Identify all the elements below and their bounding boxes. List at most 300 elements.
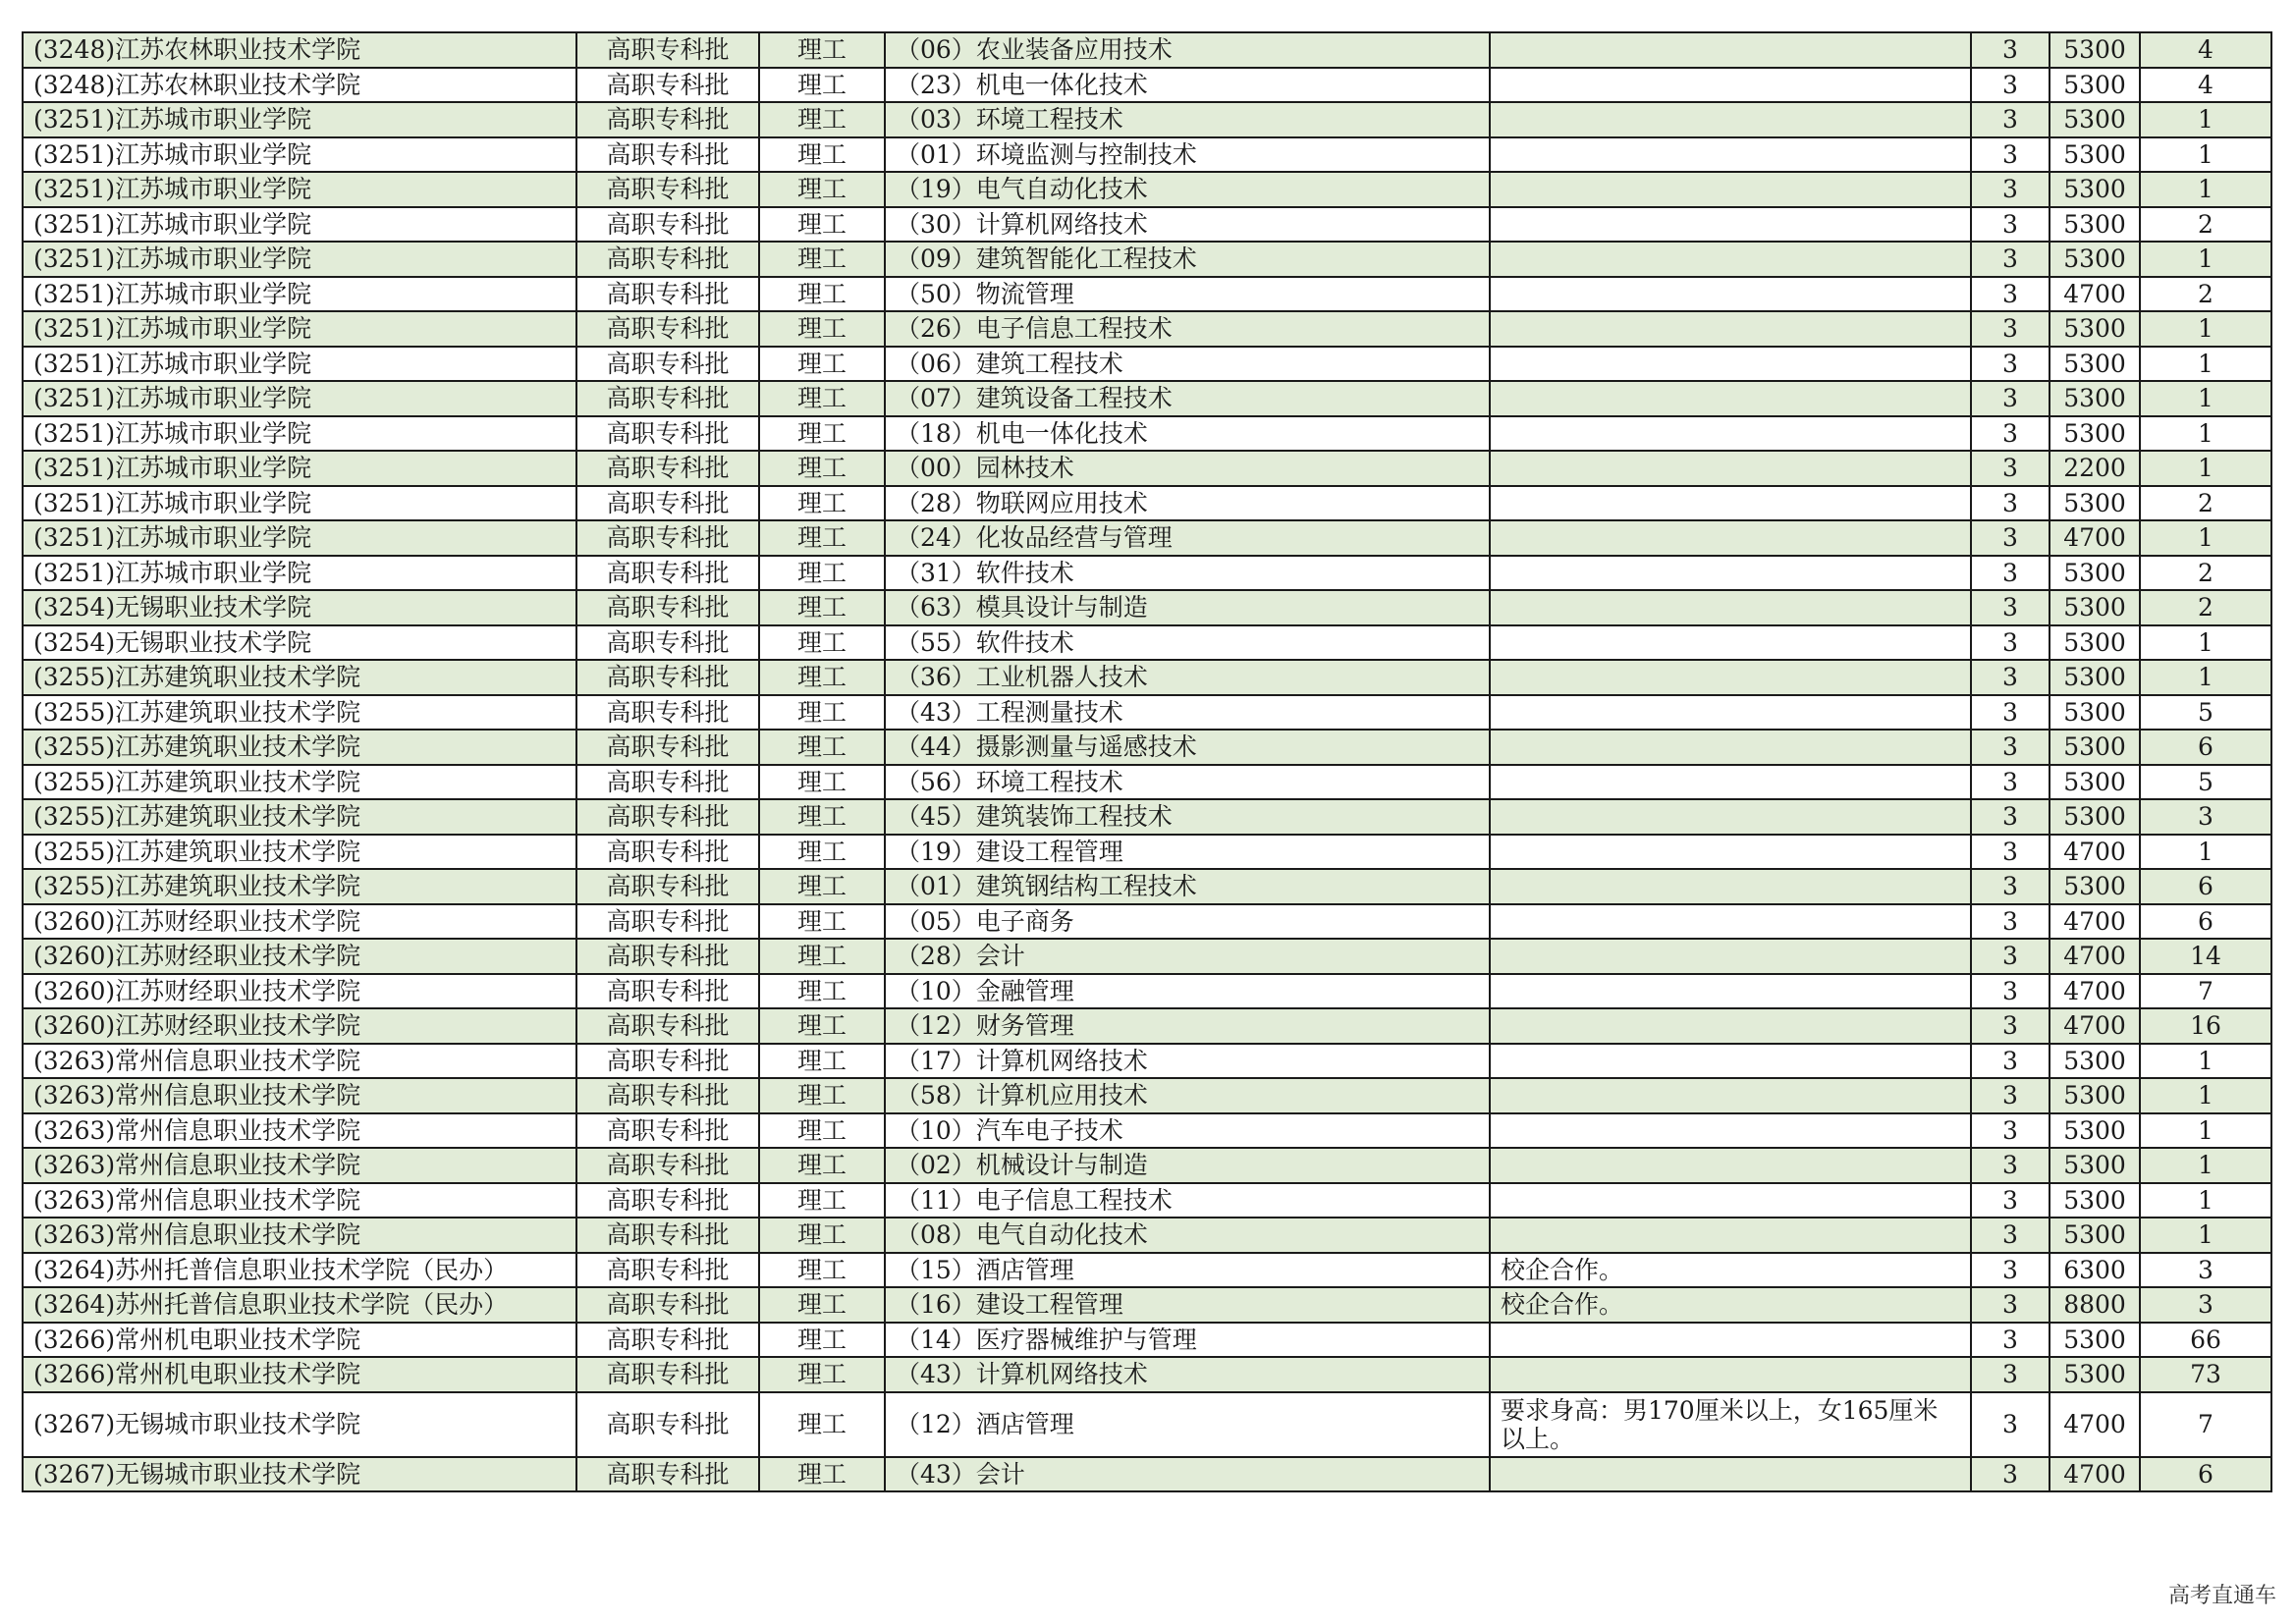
table-row [23,207,2271,243]
table-row [23,68,2271,103]
years-cell: 3 [1971,172,2050,207]
batch-cell: 高职专科批 [576,1008,759,1044]
count-cell: 4 [2140,68,2271,103]
major-cell: （18）机电一体化技术 [885,416,1490,452]
years-cell: 3 [1971,68,2050,103]
school-cell: (3254)无锡职业技术学院 [23,590,576,625]
tuition-cell: 5300 [2050,207,2140,243]
count-cell: 16 [2140,1008,2271,1044]
count-cell: 5 [2140,765,2271,800]
note-cell [1490,1323,1971,1358]
count-cell: 6 [2140,1457,2271,1492]
tuition-cell: 4700 [2050,904,2140,940]
batch-cell: 高职专科批 [576,660,759,695]
batch-cell: 高职专科批 [576,1113,759,1149]
table-row [23,416,2271,452]
batch-cell: 高职专科批 [576,1044,759,1079]
category-cell: 理工 [759,68,885,103]
major-cell: （43）工程测量技术 [885,695,1490,731]
tuition-cell: 5300 [2050,32,2140,68]
note-cell [1490,1357,1971,1392]
table-row [23,520,2271,556]
tuition-cell: 5300 [2050,1148,2140,1183]
major-cell: （50）物流管理 [885,277,1490,312]
table-row [23,486,2271,521]
major-cell: （17）计算机网络技术 [885,1044,1490,1079]
major-cell: （45）建筑装饰工程技术 [885,799,1490,835]
count-cell: 6 [2140,904,2271,940]
tuition-cell: 5300 [2050,416,2140,452]
count-cell: 1 [2140,311,2271,347]
years-cell: 3 [1971,242,2050,277]
school-cell: (3251)江苏城市职业学院 [23,242,576,277]
tuition-cell: 5300 [2050,381,2140,416]
major-cell: （07）建筑设备工程技术 [885,381,1490,416]
batch-cell: 高职专科批 [576,416,759,452]
count-cell: 1 [2140,137,2271,173]
note-cell: 校企合作。 [1490,1287,1971,1323]
years-cell: 3 [1971,486,2050,521]
major-cell: （23）机电一体化技术 [885,68,1490,103]
years-cell: 3 [1971,1392,2050,1457]
category-cell: 理工 [759,799,885,835]
category-cell: 理工 [759,311,885,347]
table-row [23,1457,2271,1492]
count-cell: 4 [2140,32,2271,68]
tuition-cell: 5300 [2050,1044,2140,1079]
tuition-cell: 5300 [2050,799,2140,835]
category-cell: 理工 [759,32,885,68]
batch-cell: 高职专科批 [576,68,759,103]
school-cell: (3251)江苏城市职业学院 [23,172,576,207]
batch-cell: 高职专科批 [576,765,759,800]
tuition-cell: 5300 [2050,695,2140,731]
table-row [23,1044,2271,1079]
batch-cell: 高职专科批 [576,311,759,347]
table-row [23,1323,2271,1358]
school-cell: (3260)江苏财经职业技术学院 [23,974,576,1009]
note-cell [1490,730,1971,765]
school-cell: (3251)江苏城市职业学院 [23,277,576,312]
category-cell: 理工 [759,1008,885,1044]
years-cell: 3 [1971,102,2050,137]
school-cell: (3251)江苏城市职业学院 [23,207,576,243]
category-cell: 理工 [759,1148,885,1183]
count-cell: 2 [2140,486,2271,521]
table-row [23,242,2271,277]
batch-cell: 高职专科批 [576,904,759,940]
count-cell: 1 [2140,520,2271,556]
category-cell: 理工 [759,590,885,625]
table-body [23,32,2271,1491]
table-row [23,32,2271,68]
major-cell: （01）建筑钢结构工程技术 [885,869,1490,904]
table-row [23,1113,2271,1149]
major-cell: （44）摄影测量与遥感技术 [885,730,1490,765]
table-row [23,1008,2271,1044]
years-cell: 3 [1971,835,2050,870]
table-row [23,590,2271,625]
category-cell: 理工 [759,277,885,312]
table-row [23,1357,2271,1392]
note-cell [1490,939,1971,974]
note-cell [1490,1183,1971,1218]
note-cell [1490,904,1971,940]
note-cell [1490,1044,1971,1079]
table-row [23,381,2271,416]
note-cell [1490,1113,1971,1149]
batch-cell: 高职专科批 [576,590,759,625]
note-cell [1490,765,1971,800]
years-cell: 3 [1971,520,2050,556]
category-cell: 理工 [759,765,885,800]
major-cell: （01）环境监测与控制技术 [885,137,1490,173]
school-cell: (3255)江苏建筑职业技术学院 [23,695,576,731]
school-cell: (3251)江苏城市职业学院 [23,416,576,452]
tuition-cell: 6300 [2050,1253,2140,1288]
note-cell [1490,974,1971,1009]
years-cell: 3 [1971,1457,2050,1492]
note-cell [1490,660,1971,695]
batch-cell: 高职专科批 [576,207,759,243]
category-cell: 理工 [759,1253,885,1288]
school-cell: (3266)常州机电职业技术学院 [23,1357,576,1392]
category-cell: 理工 [759,451,885,486]
table-row [23,730,2271,765]
count-cell: 66 [2140,1323,2271,1358]
note-cell [1490,32,1971,68]
major-cell: （06）建筑工程技术 [885,347,1490,382]
major-cell: （28）会计 [885,939,1490,974]
table-row [23,102,2271,137]
tuition-cell: 5300 [2050,1113,2140,1149]
school-cell: (3251)江苏城市职业学院 [23,347,576,382]
years-cell: 3 [1971,904,2050,940]
note-cell [1490,207,1971,243]
school-cell: (3264)苏州托普信息职业技术学院（民办） [23,1253,576,1288]
category-cell: 理工 [759,416,885,452]
table-row [23,799,2271,835]
major-cell: （19）建设工程管理 [885,835,1490,870]
school-cell: (3255)江苏建筑职业技术学院 [23,730,576,765]
category-cell: 理工 [759,695,885,731]
batch-cell: 高职专科批 [576,1078,759,1113]
count-cell: 1 [2140,835,2271,870]
count-cell: 2 [2140,277,2271,312]
tuition-cell: 5300 [2050,102,2140,137]
batch-cell: 高职专科批 [576,799,759,835]
table-row [23,939,2271,974]
school-cell: (3255)江苏建筑职业技术学院 [23,799,576,835]
years-cell: 3 [1971,660,2050,695]
years-cell: 3 [1971,137,2050,173]
table-row [23,1183,2271,1218]
category-cell: 理工 [759,730,885,765]
count-cell: 1 [2140,1113,2271,1149]
note-cell [1490,869,1971,904]
count-cell: 1 [2140,172,2271,207]
tuition-cell: 5300 [2050,137,2140,173]
count-cell: 1 [2140,347,2271,382]
school-cell: (3260)江苏财经职业技术学院 [23,939,576,974]
years-cell: 3 [1971,1323,2050,1358]
school-cell: (3263)常州信息职业技术学院 [23,1183,576,1218]
batch-cell: 高职专科批 [576,1357,759,1392]
tuition-cell: 5300 [2050,347,2140,382]
tuition-cell: 4700 [2050,1392,2140,1457]
years-cell: 3 [1971,32,2050,68]
count-cell: 1 [2140,242,2271,277]
batch-cell: 高职专科批 [576,730,759,765]
table-row [23,695,2271,731]
major-cell: （24）化妆品经营与管理 [885,520,1490,556]
category-cell: 理工 [759,207,885,243]
category-cell: 理工 [759,1078,885,1113]
school-cell: (3266)常州机电职业技术学院 [23,1323,576,1358]
category-cell: 理工 [759,556,885,591]
count-cell: 2 [2140,207,2271,243]
tuition-cell: 8800 [2050,1287,2140,1323]
tuition-cell: 4700 [2050,277,2140,312]
batch-cell: 高职专科批 [576,32,759,68]
years-cell: 3 [1971,730,2050,765]
table-row [23,1287,2271,1323]
batch-cell: 高职专科批 [576,137,759,173]
years-cell: 3 [1971,207,2050,243]
count-cell: 3 [2140,799,2271,835]
table-row [23,974,2271,1009]
school-cell: (3251)江苏城市职业学院 [23,520,576,556]
years-cell: 3 [1971,1253,2050,1288]
school-cell: (3260)江苏财经职业技术学院 [23,904,576,940]
batch-cell: 高职专科批 [576,869,759,904]
category-cell: 理工 [759,347,885,382]
batch-cell: 高职专科批 [576,347,759,382]
count-cell: 2 [2140,590,2271,625]
category-cell: 理工 [759,172,885,207]
note-cell [1490,1078,1971,1113]
category-cell: 理工 [759,660,885,695]
note-cell [1490,277,1971,312]
tuition-cell: 4700 [2050,520,2140,556]
category-cell: 理工 [759,486,885,521]
major-cell: （00）园林技术 [885,451,1490,486]
school-cell: (3248)江苏农林职业技术学院 [23,32,576,68]
category-cell: 理工 [759,1218,885,1253]
years-cell: 3 [1971,1218,2050,1253]
school-cell: (3263)常州信息职业技术学院 [23,1078,576,1113]
major-cell: （31）软件技术 [885,556,1490,591]
table-row [23,1218,2271,1253]
category-cell: 理工 [759,1357,885,1392]
count-cell: 1 [2140,451,2271,486]
table-row [23,904,2271,940]
major-cell: （08）电气自动化技术 [885,1218,1490,1253]
batch-cell: 高职专科批 [576,1287,759,1323]
note-cell [1490,137,1971,173]
count-cell: 1 [2140,1148,2271,1183]
table-row [23,1392,2271,1457]
count-cell: 1 [2140,381,2271,416]
note-cell [1490,590,1971,625]
table-row [23,1253,2271,1288]
note-cell [1490,625,1971,661]
batch-cell: 高职专科批 [576,520,759,556]
school-cell: (3263)常州信息职业技术学院 [23,1218,576,1253]
category-cell: 理工 [759,381,885,416]
count-cell: 14 [2140,939,2271,974]
count-cell: 6 [2140,869,2271,904]
years-cell: 3 [1971,590,2050,625]
count-cell: 1 [2140,102,2271,137]
table-row [23,835,2271,870]
major-cell: （09）建筑智能化工程技术 [885,242,1490,277]
years-cell: 3 [1971,277,2050,312]
note-cell [1490,172,1971,207]
school-cell: (3251)江苏城市职业学院 [23,451,576,486]
tuition-cell: 5300 [2050,311,2140,347]
years-cell: 3 [1971,1044,2050,1079]
tuition-cell: 5300 [2050,590,2140,625]
years-cell: 3 [1971,1008,2050,1044]
tuition-cell: 5300 [2050,242,2140,277]
years-cell: 3 [1971,799,2050,835]
major-cell: （02）机械设计与制造 [885,1148,1490,1183]
batch-cell: 高职专科批 [576,242,759,277]
batch-cell: 高职专科批 [576,1457,759,1492]
note-cell [1490,1457,1971,1492]
major-cell: （63）模具设计与制造 [885,590,1490,625]
school-cell: (3251)江苏城市职业学院 [23,137,576,173]
category-cell: 理工 [759,137,885,173]
school-cell: (3251)江苏城市职业学院 [23,486,576,521]
category-cell: 理工 [759,242,885,277]
school-cell: (3254)无锡职业技术学院 [23,625,576,661]
note-cell [1490,102,1971,137]
count-cell: 7 [2140,974,2271,1009]
school-cell: (3263)常州信息职业技术学院 [23,1044,576,1079]
note-cell [1490,520,1971,556]
note-cell [1490,486,1971,521]
count-cell: 1 [2140,1078,2271,1113]
table-row [23,347,2271,382]
tuition-cell: 5300 [2050,660,2140,695]
tuition-cell: 5300 [2050,625,2140,661]
major-cell: （16）建设工程管理 [885,1287,1490,1323]
major-cell: （58）计算机应用技术 [885,1078,1490,1113]
years-cell: 3 [1971,1287,2050,1323]
note-cell [1490,242,1971,277]
note-cell [1490,1008,1971,1044]
note-cell [1490,835,1971,870]
category-cell: 理工 [759,1457,885,1492]
years-cell: 3 [1971,347,2050,382]
tuition-cell: 5300 [2050,730,2140,765]
note-cell: 校企合作。 [1490,1253,1971,1288]
category-cell: 理工 [759,904,885,940]
table-row [23,765,2271,800]
count-cell: 7 [2140,1392,2271,1457]
major-cell: （36）工业机器人技术 [885,660,1490,695]
school-cell: (3248)江苏农林职业技术学院 [23,68,576,103]
school-cell: (3260)江苏财经职业技术学院 [23,1008,576,1044]
count-cell: 3 [2140,1253,2271,1288]
tuition-cell: 5300 [2050,486,2140,521]
category-cell: 理工 [759,1113,885,1149]
major-cell: （14）医疗器械维护与管理 [885,1323,1490,1358]
note-cell: 要求身高：男170厘米以上，女165厘米以上。 [1490,1392,1971,1457]
tuition-cell: 4700 [2050,835,2140,870]
batch-cell: 高职专科批 [576,451,759,486]
years-cell: 3 [1971,381,2050,416]
note-cell [1490,1218,1971,1253]
major-cell: （10）汽车电子技术 [885,1113,1490,1149]
category-cell: 理工 [759,939,885,974]
major-cell: （56）环境工程技术 [885,765,1490,800]
school-cell: (3264)苏州托普信息职业技术学院（民办） [23,1287,576,1323]
tuition-cell: 5300 [2050,1218,2140,1253]
note-cell [1490,556,1971,591]
batch-cell: 高职专科批 [576,695,759,731]
years-cell: 3 [1971,1113,2050,1149]
note-cell [1490,311,1971,347]
tuition-cell: 4700 [2050,974,2140,1009]
school-cell: (3267)无锡城市职业技术学院 [23,1457,576,1492]
count-cell: 5 [2140,695,2271,731]
years-cell: 3 [1971,939,2050,974]
school-cell: (3263)常州信息职业技术学院 [23,1148,576,1183]
tuition-cell: 5300 [2050,1078,2140,1113]
major-cell: （30）计算机网络技术 [885,207,1490,243]
watermark: 高考直通车 [2167,1584,2276,1608]
school-cell: (3255)江苏建筑职业技术学院 [23,869,576,904]
batch-cell: 高职专科批 [576,1323,759,1358]
category-cell: 理工 [759,869,885,904]
tuition-cell: 5300 [2050,765,2140,800]
major-cell: （12）财务管理 [885,1008,1490,1044]
count-cell: 1 [2140,416,2271,452]
table-row [23,172,2271,207]
table-row [23,1078,2271,1113]
school-cell: (3267)无锡城市职业技术学院 [23,1392,576,1457]
enrollment-table [22,31,2272,1492]
major-cell: （43）会计 [885,1457,1490,1492]
batch-cell: 高职专科批 [576,1148,759,1183]
table-row [23,277,2271,312]
major-cell: （55）软件技术 [885,625,1490,661]
note-cell [1490,799,1971,835]
note-cell [1490,416,1971,452]
tuition-cell: 4700 [2050,939,2140,974]
table-row [23,556,2271,591]
tuition-cell: 4700 [2050,1008,2140,1044]
count-cell: 1 [2140,1044,2271,1079]
years-cell: 3 [1971,1183,2050,1218]
batch-cell: 高职专科批 [576,1183,759,1218]
school-cell: (3255)江苏建筑职业技术学院 [23,835,576,870]
count-cell: 1 [2140,1218,2271,1253]
tuition-cell: 5300 [2050,869,2140,904]
batch-cell: 高职专科批 [576,625,759,661]
years-cell: 3 [1971,974,2050,1009]
years-cell: 3 [1971,765,2050,800]
batch-cell: 高职专科批 [576,486,759,521]
batch-cell: 高职专科批 [576,1253,759,1288]
batch-cell: 高职专科批 [576,381,759,416]
years-cell: 3 [1971,556,2050,591]
batch-cell: 高职专科批 [576,172,759,207]
major-cell: （43）计算机网络技术 [885,1357,1490,1392]
